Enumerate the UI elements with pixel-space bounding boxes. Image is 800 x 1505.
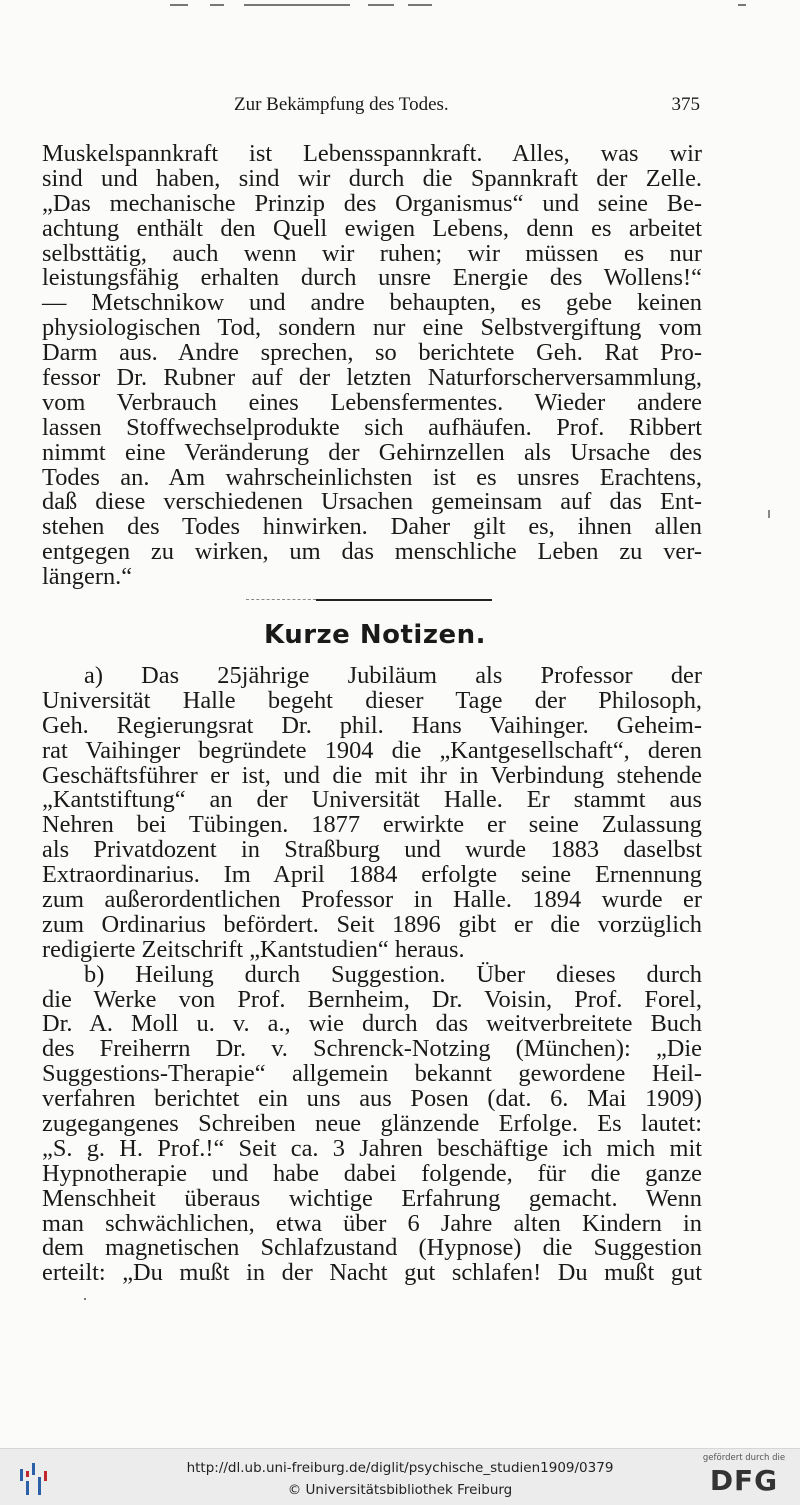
text-line: stehen des Todes hinwirken. Daher gilt es, ihnen allen [42,513,702,541]
text-line: „Das mechanische Prinzip des Organismus“ und seine Be- [42,189,702,217]
text-line: rat Vaihinger begründete 1904 die „Kantgesellschaft“, deren [42,736,702,764]
text-line: Todes an. Am wahrscheinlichsten ist es unsres Erachtens, [42,463,702,491]
text-line: „Kantstiftung“ an der Universität Halle. Er stammt aus [42,786,702,814]
text-line: zugegangenes Schreiben neue glänzende Erfolge. Es lautet: [42,1110,702,1138]
section-heading: Kurze Notizen. [264,620,486,650]
text-line: vom Verbrauch eines Lebensfermentes. Wieder andere [42,388,702,416]
sponsor-logo [696,1453,792,1501]
text-line: entgegen zu wirken, um das menschliche Leben zu ver- [42,538,702,566]
text-line: Muskelspannkraft ist Lebensspannkraft. Alles, was wir [42,140,702,167]
text-line: redigierte Zeitschrift „Kantstudien“ heraus. [42,935,465,963]
text-line: — Metschnikow und andre behaupten, es gebe keinen [42,289,702,317]
text-line: selbsttätig, auch wenn wir ruhen; wir müssen es nur [42,239,702,267]
running-title: Zur Bekämpfung des Todes. [234,94,449,115]
permalink-url[interactable]: http://dl.ub.uni-freiburg.de/diglit/psychische_studien1909/0379 [186,1460,614,1476]
text-line: fessor Dr. Rubner auf der letzten Naturforscherversammlung, [42,364,702,392]
text-line: Suggestions-Therapie“ allgemein bekannt gewordene Heil- [42,1060,702,1088]
note-b-start: b) Heilung durch Suggestion. Über dieses durch [84,960,702,988]
page-number: 375 [671,94,700,115]
text-line: des Freiherrn Dr. v. Schrenck-Notzing (München): „Die [42,1035,702,1063]
section-divider [246,599,492,601]
text-line: „S. g. H. Prof.!“ Seit ca. 3 Jahren beschäftige ich mich mit [42,1134,702,1162]
dfg-logo-icon: DFG [709,1464,779,1497]
viewer-footer [0,1448,800,1505]
text-line: Hypnotherapie und habe dabei folgende, für die ganze [42,1159,702,1187]
page-header [44,94,700,118]
text-line: verfahren berichtet ein uns aus Posen (dat. 6. Mai 1909) [42,1085,702,1113]
text-line: leistungsfähig erhalten durch unsre Energie des Wollens!“ [42,264,702,292]
text-line: die Werke von Prof. Bernheim, Dr. Voisin, Prof. Forel, [42,985,702,1013]
text-line: daß diese verschiedenen Ursachen gemeinsam auf das Ent- [42,488,702,516]
note-a-start: a) Das 25jährige Jubiläum als Professor der [84,662,702,689]
text-line: dem magnetischen Schlafzustand (Hypnose) die Suggestion [42,1234,702,1262]
text-line: nimmt eine Veränderung der Gehirnzellen als Ursache des [42,438,702,466]
scan-mark [768,510,770,518]
text-line: achtung enthält den Quell ewigen Lebens, denn es arbeitet [42,214,702,242]
text-line: längern.“ [42,563,133,591]
text-line: Darm aus. Andre sprechen, so berichtete Geh. Rat Pro- [42,339,702,367]
text-line: Menschheit überaus wichtige Erfahrung gemacht. Wenn [42,1184,702,1212]
sponsor-tagline: gefördert durch die [702,1453,786,1463]
text-line: Dr. A. Moll u. v. a., wie durch das weitverbreitete Buch [42,1010,702,1038]
copyright-notice: © Universitätsbibliothek Freiburg [287,1482,513,1498]
text-line: Geh. Regierungsrat Dr. phil. Hans Vaihinger. Geheim- [42,711,702,739]
scan-edge-marks [0,0,800,12]
text-line: man schwächlichen, etwa über 6 Jahre alten Kindern in [42,1209,702,1237]
text-line: als Privatdozent in Straßburg und wurde 1883 daselbst [42,836,702,864]
text-line: Geschäftsführer er ist, und die mit ihr in Verbindung stehende [42,761,702,789]
text-line: physiologischen Tod, sondern nur eine Selbstvergiftung vom [42,314,702,342]
text-line: zum außerordentlichen Professor in Halle. 1894 wurde er [42,886,702,914]
notes-section [42,664,702,1286]
text-line: zum Ordinarius befördert. Seit 1896 gibt er die vorzüglich [42,910,702,938]
text-line: erteilt: „Du mußt in der Nacht gut schlafen! Du mußt gut [42,1259,702,1287]
article-continuation [42,142,702,590]
text-line: sind und haben, sind wir durch die Spannkraft der Zelle. [42,164,702,192]
text-line: lassen Stoffwechselprodukte sich aufhäufen. Prof. Ribbert [42,413,702,441]
text-line: Universität Halle begeht dieser Tage der Philosoph, [42,686,702,714]
text-line: Nehren bei Tübingen. 1877 erwirkte er seine Zulassung [42,811,702,839]
scan-speck [84,1298,86,1300]
text-line: Extraordinarius. Im April 1884 erfolgte seine Ernennung [42,861,702,889]
